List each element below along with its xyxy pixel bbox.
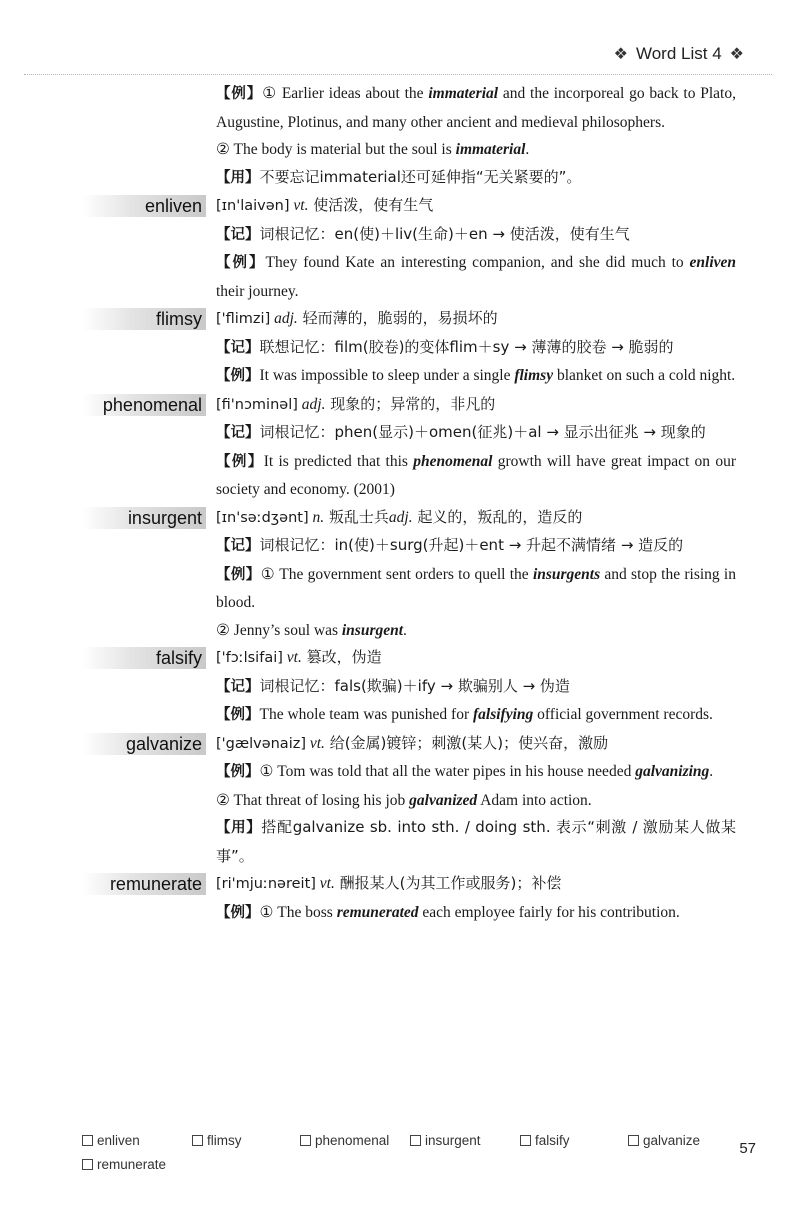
pronunciation: [fi'nɔminəl] xyxy=(216,396,298,413)
definition-line xyxy=(216,644,736,673)
checklist-item[interactable] xyxy=(192,1133,300,1148)
checklist-row xyxy=(82,1128,722,1152)
headword-emphasis: flimsy xyxy=(514,367,554,384)
example-tag: 【例】 xyxy=(216,566,261,583)
example-number: ② xyxy=(216,621,230,639)
definition-line xyxy=(216,192,736,221)
memory-tag: 【记】 xyxy=(216,678,260,695)
checklist-item[interactable] xyxy=(520,1133,628,1148)
example-text: The boss xyxy=(273,903,337,921)
example-text: Tom was told that all the water pipes in his house needed xyxy=(273,763,636,780)
checkbox-icon[interactable] xyxy=(192,1135,203,1146)
example-paragraph xyxy=(216,448,736,504)
checklist-label: remunerate xyxy=(97,1156,167,1172)
memory-text: 词根记忆：phen(显示)＋omen(征兆)＋al → 显示出征兆 → 现象的 xyxy=(259,423,706,441)
example-paragraph xyxy=(216,80,736,136)
headword-emphasis: phenomenal xyxy=(413,452,493,470)
definition: 轻而薄的，脆弱的，易损坏的 xyxy=(297,309,498,327)
memory-tag: 【记】 xyxy=(216,425,260,441)
usage-paragraph xyxy=(216,164,736,193)
pronunciation: ['fɔːlsifai] xyxy=(216,650,283,666)
diamond-ornament-icon: ❖ xyxy=(613,46,628,63)
headword-emphasis: galvanizing xyxy=(635,763,710,780)
headword-emphasis: immaterial xyxy=(428,85,499,102)
definition: 使活泼，使有生气 xyxy=(308,196,434,214)
definition-line xyxy=(216,391,736,420)
example-tag: 【例】 xyxy=(216,707,260,723)
entry-remunerate xyxy=(0,870,800,927)
memory-paragraph xyxy=(216,221,736,250)
memory-paragraph xyxy=(216,532,736,561)
definition-line xyxy=(216,504,736,533)
example-tag: 【例】 xyxy=(216,453,264,470)
example-paragraph xyxy=(216,249,736,305)
headword: insurgent xyxy=(82,507,206,529)
diamond-ornament-icon: ❖ xyxy=(729,46,744,63)
usage-tag: 【用】 xyxy=(216,169,260,186)
checklist-label: falsify xyxy=(535,1132,570,1148)
part-of-speech: vt. xyxy=(289,197,309,214)
example-number: ① xyxy=(259,903,274,921)
pronunciation: [ɪn'səːdʒənt] xyxy=(216,509,309,526)
definition-line xyxy=(216,305,736,334)
memory-paragraph xyxy=(216,419,736,448)
checklist-label: galvanize xyxy=(643,1132,701,1148)
definition: 给(金属)镀锌；刺激(某人)；使兴奋，激励 xyxy=(324,733,609,752)
example-paragraph xyxy=(216,617,736,645)
checklist-label: flimsy xyxy=(207,1132,242,1148)
review-checklist xyxy=(82,1128,722,1176)
checklist-item[interactable] xyxy=(300,1133,410,1148)
example-text: . xyxy=(403,621,407,639)
example-number: ① xyxy=(260,565,275,583)
pronunciation: ['gælvənaiz] xyxy=(216,735,306,752)
checklist-item[interactable] xyxy=(628,1133,718,1148)
memory-tag: 【记】 xyxy=(216,538,260,554)
example-paragraph xyxy=(216,136,736,164)
checklist-row xyxy=(82,1152,722,1176)
checklist-item[interactable] xyxy=(82,1133,192,1148)
example-tag: 【例】 xyxy=(216,764,260,780)
example-paragraph xyxy=(216,362,736,391)
memory-text: 词根记忆：in(使)＋surg(升起)＋ent → 升起不满情绪 → 造反的 xyxy=(259,536,684,554)
part-of-speech: adj. xyxy=(270,310,298,327)
headword-emphasis: galvanized xyxy=(409,791,478,809)
checkbox-icon[interactable] xyxy=(410,1135,421,1146)
example-tag: 【例】 xyxy=(216,86,263,102)
checklist-item[interactable] xyxy=(410,1133,520,1148)
entry-falsify xyxy=(0,644,800,730)
definition: 起义的，叛乱的，造反的 xyxy=(412,507,583,526)
headword: flimsy xyxy=(82,308,206,330)
example-text: official government records. xyxy=(533,706,713,723)
example-text: Adam into action. xyxy=(477,791,592,809)
example-paragraph xyxy=(216,899,736,928)
example-text: The whole team was punished for xyxy=(259,706,473,723)
definition: 叛乱士兵 xyxy=(324,507,389,526)
example-text: The government sent orders to quell the xyxy=(274,565,533,583)
example-text: each employee fairly for his contribution. xyxy=(418,903,680,921)
memory-text: 联想记忆：film(胶卷)的变体flim＋sy → 薄薄的胶卷 → 脆弱的 xyxy=(259,337,674,356)
part-of-speech: n. xyxy=(308,508,325,526)
part-of-speech: adj. xyxy=(388,508,413,526)
headword: galvanize xyxy=(82,733,206,755)
memory-text: 词根记忆：en(使)＋liv(生命)＋en → 使活泼，使有生气 xyxy=(259,224,630,243)
entry-galvanize xyxy=(0,730,800,871)
checkbox-icon[interactable] xyxy=(82,1135,93,1146)
headword-emphasis: insurgents xyxy=(532,565,601,583)
entry-flimsy xyxy=(0,305,800,391)
example-text: their journey. xyxy=(216,282,299,300)
pronunciation: ['flimzi] xyxy=(216,311,271,327)
pronunciation: [ɪn'laivən] xyxy=(216,198,290,214)
example-text: It was impossible to sleep under a single xyxy=(259,367,515,384)
memory-paragraph xyxy=(216,334,736,363)
example-paragraph xyxy=(216,787,736,815)
part-of-speech: vt. xyxy=(282,649,302,666)
usage-tag: 【用】 xyxy=(216,820,262,836)
example-text: growth will have great impact on our society and economy. (2001) xyxy=(216,452,737,498)
part-of-speech: vt. xyxy=(306,734,325,752)
headword-emphasis: falsifying xyxy=(473,706,534,723)
example-number: ② xyxy=(216,141,230,158)
example-text: They found Kate an interesting companion, and she did much to xyxy=(265,254,690,271)
example-text: and stop the rising in blood. xyxy=(216,565,736,611)
headword: phenomenal xyxy=(82,394,206,416)
checklist-label: insurgent xyxy=(425,1132,481,1148)
memory-paragraph xyxy=(216,673,736,702)
checkbox-icon[interactable] xyxy=(300,1135,311,1146)
example-paragraph xyxy=(216,758,736,787)
checkbox-icon[interactable] xyxy=(82,1159,93,1170)
entry-insurgent xyxy=(0,504,800,645)
example-text: Earlier ideas about the xyxy=(277,85,429,102)
headword-emphasis: immaterial xyxy=(455,141,526,158)
memory-tag: 【记】 xyxy=(216,339,260,356)
example-tag: 【例】 xyxy=(216,255,266,271)
page-header xyxy=(614,40,744,68)
example-text: and the incorporeal go back to Plato, Augustine, Plotinus, and many other ancient and medieval philosophers. xyxy=(216,85,736,131)
example-paragraph xyxy=(216,561,736,617)
definition: 篡改，伪造 xyxy=(301,648,382,666)
entry-immaterial-continued xyxy=(0,80,800,192)
part-of-speech: vt. xyxy=(315,875,335,892)
entry-enliven xyxy=(0,192,800,305)
headword-emphasis: remunerated xyxy=(336,903,419,921)
memory-tag: 【记】 xyxy=(216,226,260,243)
checklist-label: phenomenal xyxy=(315,1132,390,1148)
page-number: 57 xyxy=(739,1140,756,1157)
headword-emphasis: insurgent xyxy=(341,621,404,639)
example-tag: 【例】 xyxy=(216,904,260,921)
definition: 酬报某人(为其工作或服务)；补偿 xyxy=(334,874,562,892)
entry-phenomenal xyxy=(0,391,800,504)
word-list-title: Word List 4 xyxy=(635,44,722,63)
pronunciation: [ri'mjuːnəreit] xyxy=(216,876,316,892)
example-text: . xyxy=(525,141,530,158)
checkbox-icon[interactable] xyxy=(520,1135,531,1146)
example-number: ① xyxy=(262,85,278,102)
definition-line xyxy=(216,730,736,759)
definition: 现象的；异常的，非凡的 xyxy=(325,394,496,413)
usage-paragraph xyxy=(216,814,736,870)
example-text: blanket on such a cold night. xyxy=(553,367,736,384)
checklist-item[interactable] xyxy=(82,1157,166,1172)
memory-text: 词根记忆：fals(欺骗)＋ify → 欺骗别人 → 伪造 xyxy=(259,676,570,695)
headword: enliven xyxy=(82,195,206,217)
example-text: The body is material but the soul is xyxy=(229,141,456,158)
example-number: ② xyxy=(216,791,230,809)
dictionary-content xyxy=(0,80,800,927)
example-text: That threat of losing his job xyxy=(229,791,410,809)
headword: falsify xyxy=(82,647,206,669)
usage-text: 搭配galvanize sb. into sth. / doing sth. 表示“刺激 / 激励某人做某事”。 xyxy=(216,818,736,865)
definition-line xyxy=(216,870,736,899)
example-text: It is predicted that this xyxy=(263,452,414,470)
checkbox-icon[interactable] xyxy=(628,1135,639,1146)
example-text: . xyxy=(709,763,714,780)
example-number: ① xyxy=(259,763,274,780)
part-of-speech: adj. xyxy=(297,395,326,413)
usage-text: 不要忘记immaterial还可延伸指“无关紧要的”。 xyxy=(259,167,582,186)
example-paragraph xyxy=(216,701,736,730)
example-tag: 【例】 xyxy=(216,368,260,384)
headword: remunerate xyxy=(82,873,206,895)
example-text: Jenny’s soul was xyxy=(229,621,342,639)
header-divider xyxy=(24,74,772,75)
headword-emphasis: enliven xyxy=(689,254,737,271)
checklist-label: enliven xyxy=(97,1132,140,1148)
